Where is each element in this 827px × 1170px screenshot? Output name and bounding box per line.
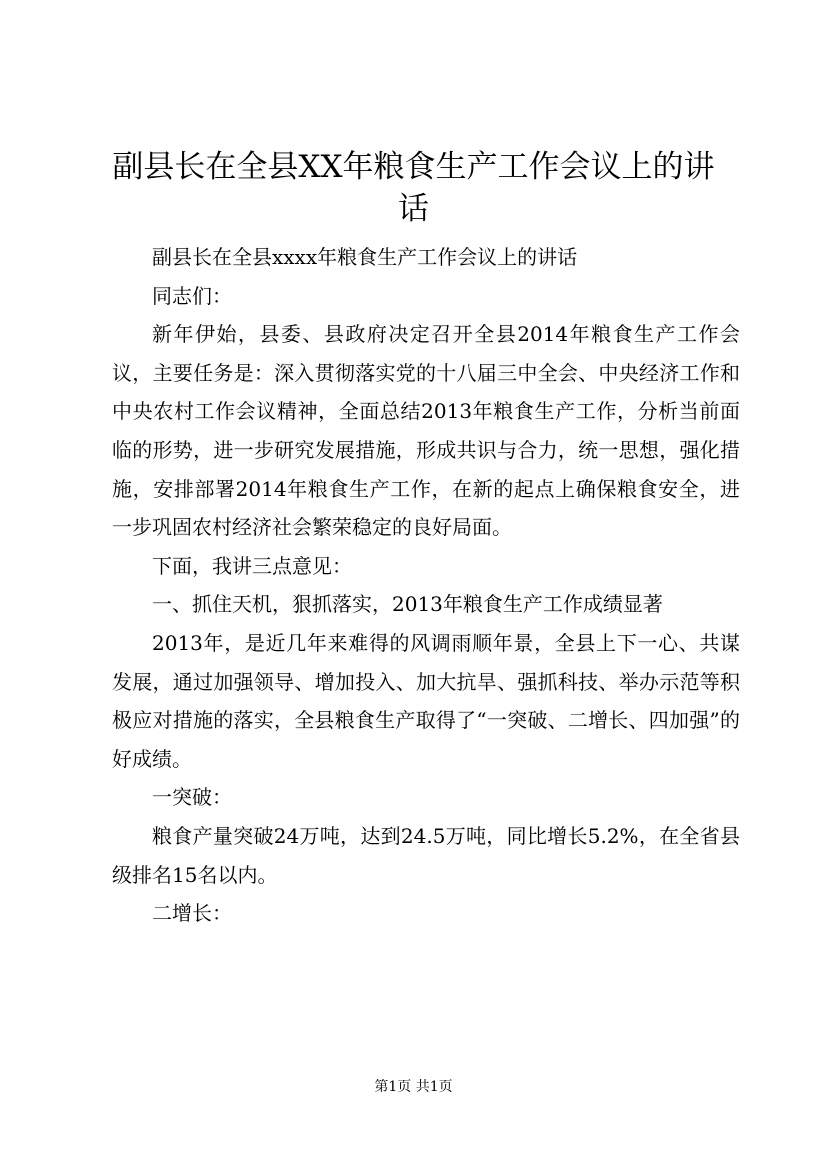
body-paragraph: 下面，我讲三点意见： — [152, 553, 352, 578]
subtitle-paragraph: 副县长在全县xxxx年粮食生产工作会议上的讲话 — [152, 245, 578, 269]
document-title: 副县长在全县XX年粮食生产工作会议上的讲话 — [112, 149, 715, 227]
page-footer: 第1页 共1页 — [374, 1079, 453, 1095]
salutation-paragraph: 同志们： — [152, 283, 232, 308]
document-body — [112, 238, 740, 933]
subsection-heading: 一突破： — [152, 785, 232, 810]
body-paragraph: 2013年，是近几年来难得的风调雨顺年景，全县上下一心、共谋发展，通过加强领导、增加投入、加大抗旱、强抓科技、举办示范等积极应对措施的落实，全县粮食生产取得了“一突破、二增长、四加强”的好成绩。 — [112, 630, 740, 771]
subsection-heading: 二增长： — [152, 901, 232, 926]
body-paragraph: 粮食产量突破24万吨，达到24.5万吨，同比增长5.2%，在全省县级排名15名以内。 — [112, 823, 740, 887]
body-paragraph: 新年伊始，县委、县政府决定召开全县2014年粮食生产工作会议，主要任务是：深入贯彻落实党的十八届三中全会、中央经济工作和中央农村工作会议精神，全面总结2013年粮食生产工作，分析当前面临的形势，进一步研究发展措施，形成共识与合力，统一思想，强化措施，安排部署2014年粮食生产工作，在新的起点上确保粮食安全，进一步巩固农村经济社会繁荣稳定的良好局面。 — [112, 322, 740, 540]
section-heading: 一、抓住天机，狠抓落实，2013年粮食生产工作成绩显著 — [152, 592, 663, 617]
